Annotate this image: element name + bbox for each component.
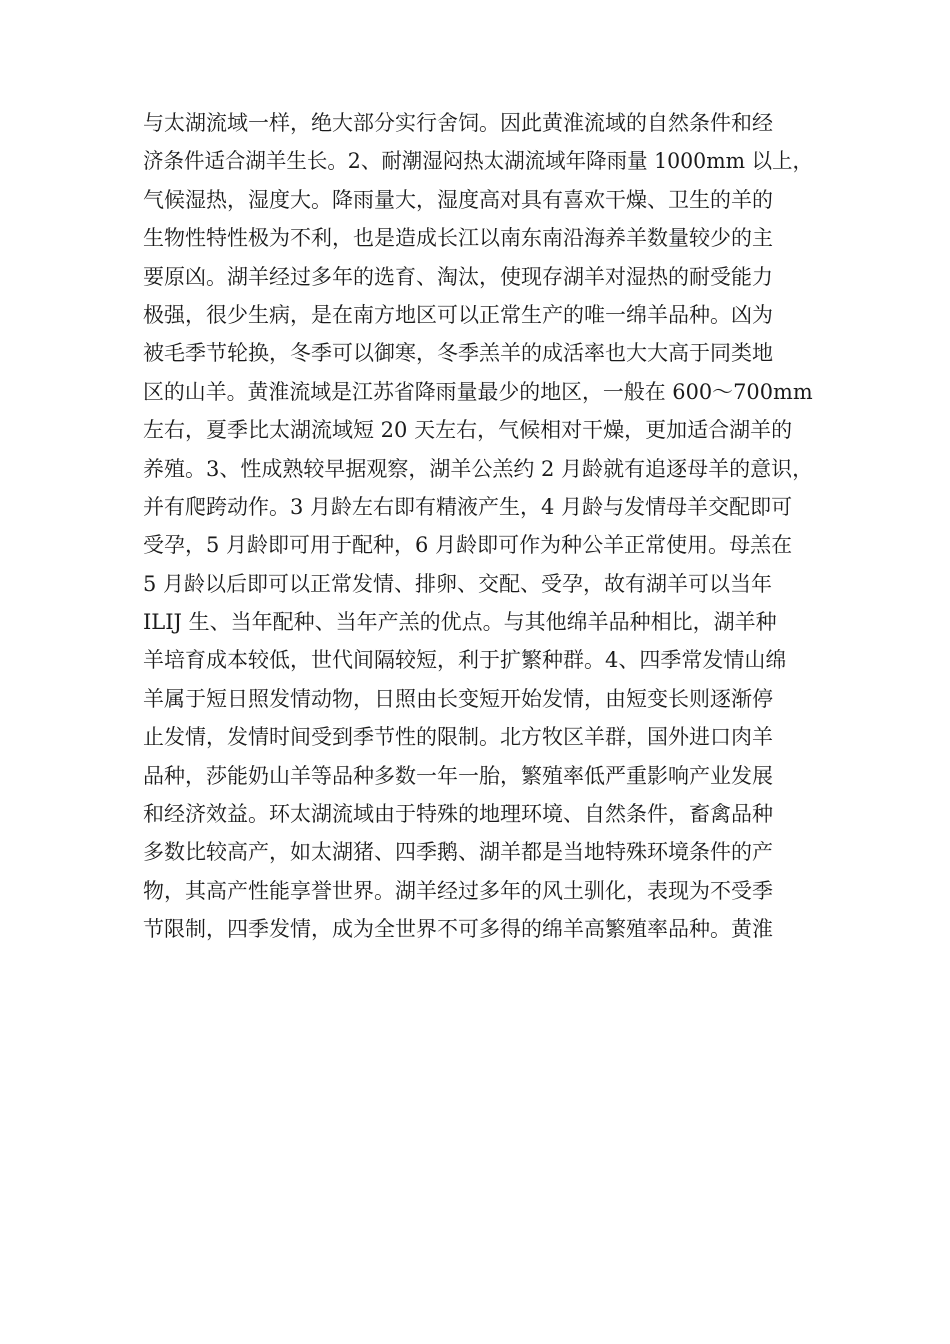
text-line: ILIJ 生、当年配种、当年产羔的优点。与其他绵羊品种相比，湖羊种 <box>143 610 777 635</box>
text-line: 节限制，四季发情，成为全世界不可多得的绵羊高繁殖率品种。黄淮 <box>143 917 773 942</box>
text-line: 极强，很少生病，是在南方地区可以正常生产的唯一绵羊品种。凶为 <box>143 302 773 327</box>
text-line: 被毛季节轮换，冬季可以御寒，冬季羔羊的成活率也大大高于同类地 <box>143 341 773 366</box>
text-line: 5 月龄以后即可以正常发情、排卵、交配、受孕，故有湖羊可以当年 <box>143 571 773 596</box>
text-line: 养殖。3、性成熟较早据观察，湖羊公羔约 2 月龄就有追逐母羊的意识， <box>143 456 814 481</box>
text-line: 和经济效益。环太湖流域由于特殊的地理环境、自然条件，畜禽品种 <box>143 802 773 827</box>
text-line: 要原凶。湖羊经过多年的选育、淘汰，使现存湖羊对湿热的耐受能力 <box>143 264 773 289</box>
text-line: 与太湖流域一样，绝大部分实行舍饲。因此黄淮流域的自然条件和经 <box>143 111 773 135</box>
text-line: 止发情，发情时间受到季节性的限制。北方牧区羊群，国外进口肉羊 <box>143 725 773 750</box>
text-line: 多数比较高产，如太湖猪、四季鹅、湖羊都是当地特殊环境条件的产 <box>143 840 773 865</box>
text-line: 并有爬跨动作。3 月龄左右即有精液产生，4 月龄与发情母羊交配即可 <box>143 494 793 519</box>
text-line: 受孕，5 月龄即可用于配种，6 月龄即可作为种公羊正常使用。母羔在 <box>143 533 793 558</box>
text-line: 羊培育成本较低，世代间隔较短，利于扩繁种群。4、四季常发情山绵 <box>143 648 787 673</box>
text-line: 羊属于短日照发情动物，日照由长变短开始发情，由短变长则逐渐停 <box>143 686 773 711</box>
text-line: 气候湿热，湿度大。降雨量大，湿度高对具有喜欢干燥、卫生的羊的 <box>143 187 773 212</box>
text-line: 左右，夏季比太湖流域短 20 天左右，气候相对干燥，更加适合湖羊的 <box>143 418 793 443</box>
text-line: 区的山羊。黄淮流域是江苏省降雨量最少的地区，一般在 600～700mm <box>143 379 813 404</box>
body-text <box>143 104 813 949</box>
text-line: 生物性特性极为不利，也是造成长江以南东南沿海养羊数量较少的主 <box>143 226 773 251</box>
text-line: 济条件适合湖羊生长。2、耐潮湿闷热太湖流域年降雨量 1000mm 以上， <box>143 149 814 174</box>
text-line: 品种，莎能奶山羊等品种多数一年一胎，繁殖率低严重影响产业发展 <box>143 763 773 788</box>
text-line: 物，其高产性能享誉世界。湖羊经过多年的风土驯化，表现为不受季 <box>143 878 773 903</box>
